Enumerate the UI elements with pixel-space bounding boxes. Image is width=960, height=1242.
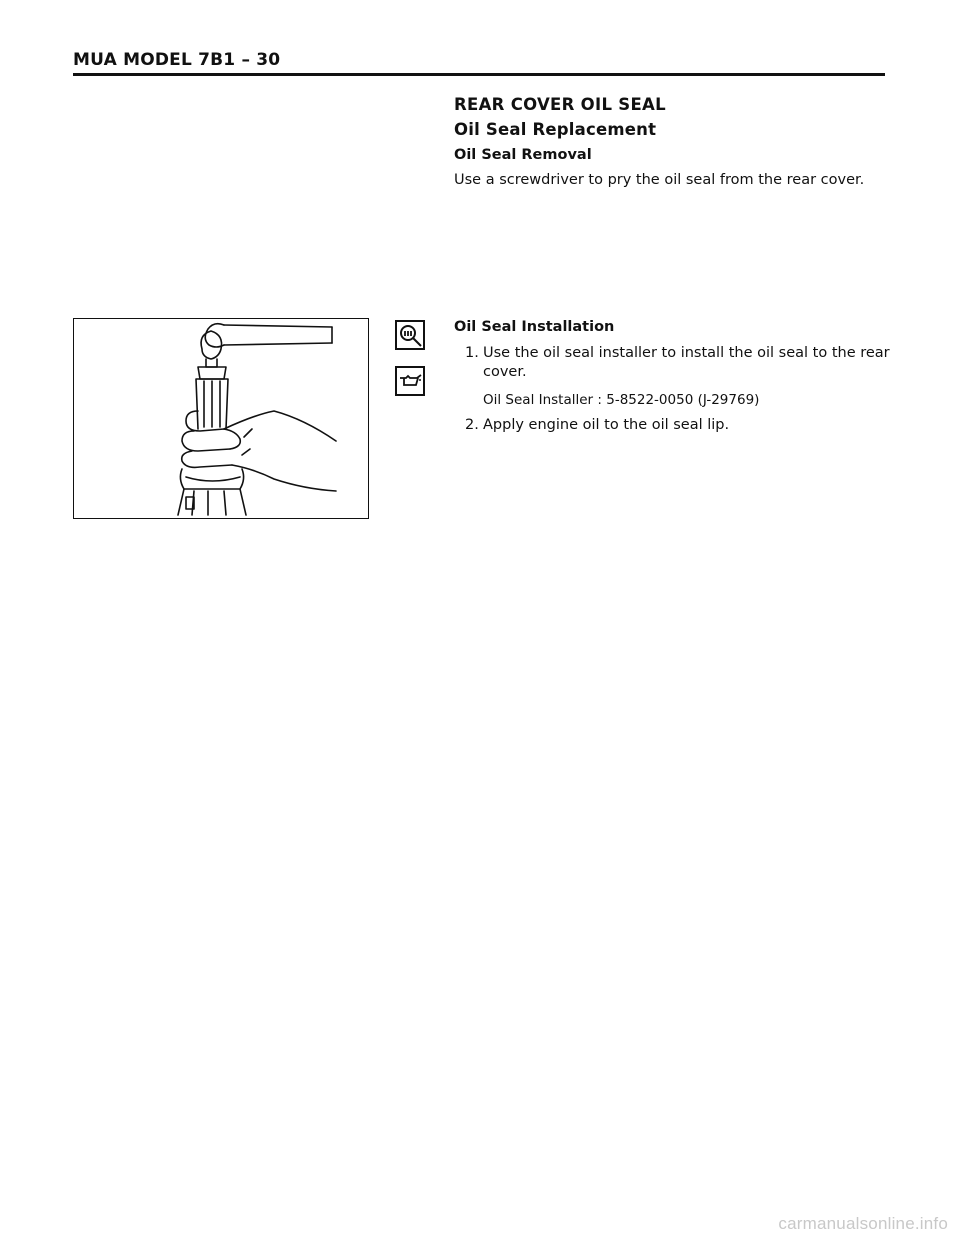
step-number: 2. <box>465 417 479 433</box>
removal-text: Use a screwdriver to pry the oil seal from the rear cover. <box>454 172 865 188</box>
oil-can-icon <box>395 366 425 396</box>
watermark: carmanualsonline.info <box>778 1214 948 1233</box>
step-number: 1. <box>465 345 479 361</box>
removal-title: Oil Seal Removal <box>454 147 592 163</box>
step-text: Apply engine oil to the oil seal lip. <box>483 417 730 433</box>
header-rule <box>73 73 885 76</box>
step-text: Use the oil seal installer to install the oil seal to the rear cover. <box>483 345 890 380</box>
page-header: MUA MODEL 7B1 – 30 <box>73 50 281 70</box>
installation-title: Oil Seal Installation <box>454 319 615 335</box>
special-tool-icon <box>395 320 425 350</box>
installation-illustration <box>73 318 369 519</box>
tool-spec: Oil Seal Installer : 5-8522-0050 (J-29769) <box>483 392 760 408</box>
subsection-title: Oil Seal Replacement <box>454 120 657 139</box>
section-title: REAR COVER OIL SEAL <box>454 95 666 114</box>
hand-tool-drawing <box>74 319 367 517</box>
